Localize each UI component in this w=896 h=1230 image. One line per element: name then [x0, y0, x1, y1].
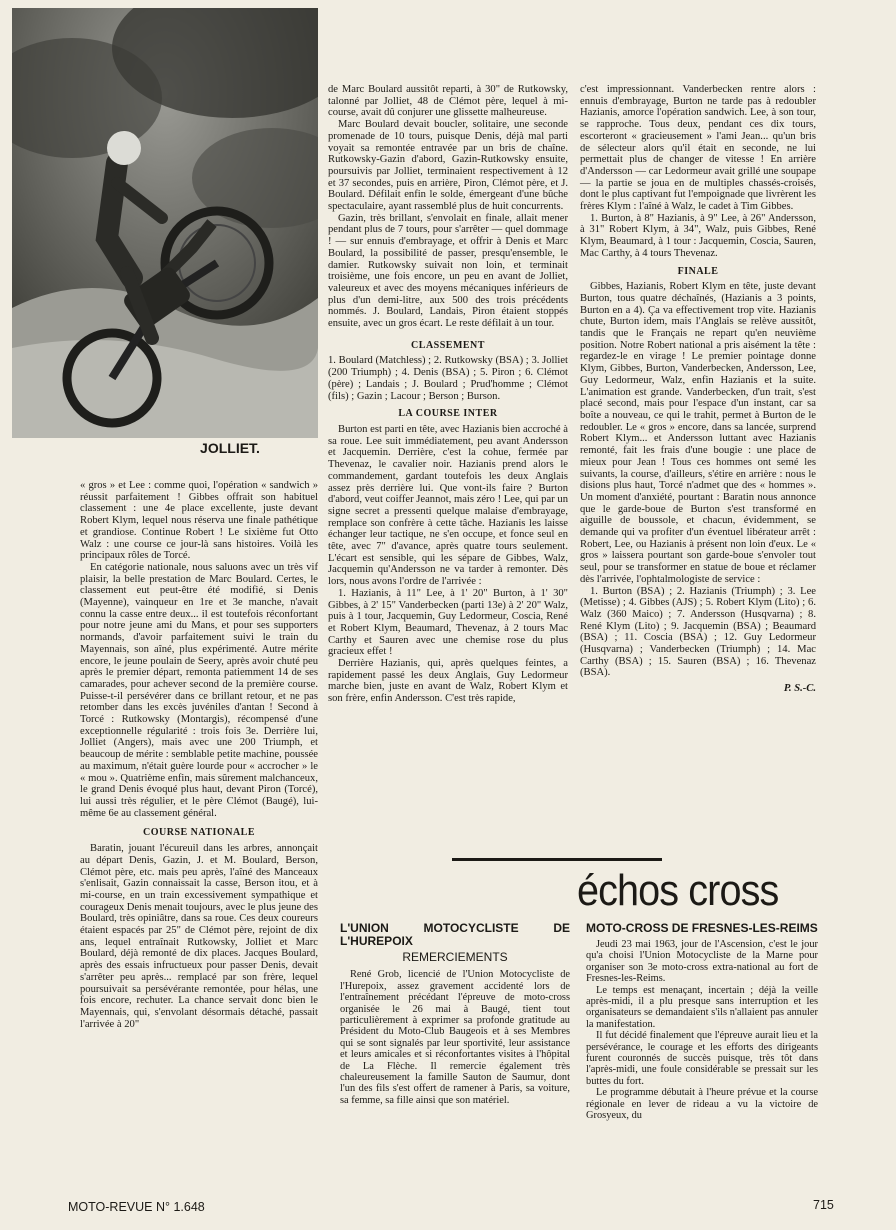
paragraph: Derrière Hazianis, qui, après quelques feintes, a rapidement passé les deux Anglais, Guy Ledormeur marche bien, juste en avant de Walz, Robert Klym et son frère, enfin Andersson. C'est très rapide,	[328, 658, 568, 705]
article-heading: L'UNION MOTOCYCLISTE DE L'HUREPOIX	[340, 921, 570, 948]
paragraph: Marc Boulard devait boucler, solitaire, une seconde promenade de 10 tours, puisque Denis, déjà mal parti voyait sa remontée entravée par un bris de chaîne. Rutkowsky-Gazin d'abord, Gazin-Rutkowsky ensuite, poursuivis par Jolliet, terminaient respectivement à 12 et 37 secondes, puis en arrière, Piron, Clémot père, et J. Boulard. Défilait enfin le solde, émergeant d'une bûche spectaculaire, ayant rassemblé plus de huit concurrents.	[328, 119, 568, 213]
magazine-issue: MOTO-REVUE N° 1.648	[68, 1200, 205, 1214]
column-2	[328, 84, 568, 705]
section-divider	[452, 858, 662, 861]
paragraph: Gibbes, Hazianis, Robert Klym en tête, juste devant Burton, tous quatre déchaînés, (Hazianis a 3 points, Burton en a 4). Ça va effectivement trop vite. Hazianis chute, Burton idem, mais l'Anglais se relève aussitôt, tandis que le Français ne repart qu'en neuvième position. Notre Robert national a pris aisément la tête : regardez-le en virage ! Le premier pointage donne Klym, Gibbes, Burton, Vanderbecken, Andersson, Lee, Guy Ledormeur, Walz, enfin Hazianis et la suite. L'animation est grande. Vanderbecken, d'un trait, s'est placé second, mais pour l'espace d'un instant, car sa boîte a nouveau, ce qui le trahit, permet à Burton de le redoubler. Le « gros » encore, dans sa lancée, surprend Robert Klym... et Andersson luttant avec Hazianis remonté, fait les frais d'une bougie : une place de mieux pour Jean ! Tous ces hommes ont semé les suivants, la course, d'ailleurs, s'étire en arrière : nous le disions plus haut, Torcé n'admet que des « hommes ». Un moment d'anxiété, pourtant : Baratin nous annonce que le garde-boue de Burton s'est transformé en aiguille de boussole, et chacun, évidemment, se demande qui va profiter d'un éventuel libérateur arrêt : Robert, Lee, ou Hazianis à présent non loin d'eux. Le « gros » laissera pourtant son garde-boue s'envoler tout seul, pour se transformer en statue de boue et réclamer dès l'arrivée, l'ophtalmologiste de service :	[580, 281, 816, 585]
paragraph: 1. Burton, à 8" Hazianis, à 9" Lee, à 26" Andersson, à 31" Robert Klym, à 34", Walz, puis Gibbes, René Klym, Beaumard, à 1 tour : Jacquemin, Coscia, Sauren, Mac Carthy, à 4 tours Thevenaz.	[580, 212, 816, 259]
paragraph: René Grob, licencié de l'Union Motocycliste de l'Hurepoix, assez gravement accidenté lors de l'entraînement précédant l'épreuve de moto-cross organisée le 26 mai à Baugé, tient tout particulièrement à exprimer sa profonde gratitude au Président du Moto-Club Baugeois et à ses Membres qui se sont signalés par leur sportivité, leur assistance et leurs amicales et si réconfortantes visites à l'hôpital de La Flèche. Il remercie également très chaleureusement la famille Sauton de Saumur, dont l'un des fils s'est offert de ramener à Paris, sa voiture, sa femme, sa fille ainsi que son matériel.	[340, 969, 570, 1106]
paragraph: « gros » et Lee : comme quoi, l'opération « sandwich » réussit parfaitement ! Gibbes offrait son habituel classement : une 4e place excellente, juste devant Robert Klym, lequel nous réserva une finale pathétique et grandiose. Continue Robert ! Le sixième fut Otto Walz : une course ce jour-là sans histoires. Voilà les principaux rôles de Torcé.	[80, 480, 318, 562]
section-heading: FINALE	[677, 265, 719, 277]
paragraph: Le programme débutait à l'heure prévue et la course régionale en lever de rideau a vu la victoire de Grosyeux, du	[586, 1087, 818, 1122]
paragraph: de Marc Boulard aussitôt reparti, à 30" de Rutkowsky, talonné par Jolliet, 48 de Clémot père, lequel à mi-course, avait dû conjurer une glissette malheureuse.	[328, 84, 568, 119]
page-number: 715	[813, 1198, 834, 1212]
column-3	[580, 84, 816, 695]
paragraph: Baratin, jouant l'écureuil dans les arbres, annonçait au départ Denis, Gazin, J. et M. Boulard, Berson, Clémot père, etc. mais peu après, l'aîné des Manceaux s'enlisait, Gazin connaissait la casse, Berson itou, et à mi-course, en un train excessivement sympathique et courageux Denis menait toujours, avec le plus jeune des Boulard, très opiniâtre, dans sa roue. Ces deux coureurs étaient espacés par 25" de Clémot père, rejoint de dix ans, lequel entraînait Rutkowsky, Jolliet et Marc Boulard, déjà remonté de dix places. Jacques Boulard, après des essais infructueux pour passer Denis, devait s'arrêter peu après... remplacé par son frère, lequel poursuivait sa persévérante remontée, pour hélas, une fois encore, rechuter. La chance servait donc bien le Mayennais, qui, s'envolant désormais détaché, passait l'arrivée à 20"	[80, 843, 318, 1030]
paragraph: Jeudi 23 mai 1963, jour de l'Ascension, c'est le jour qu'a choisi l'Union Motocycliste de la Marne pour organiser son 3e moto-cross extra-national au fort de Fresnes-les-Reims.	[586, 939, 818, 985]
results-list: 1. Boulard (Matchless) ; 2. Rutkowsky (BSA) ; 3. Jolliet (200 Triumph) ; 4. Denis (BSA) ; 5. Piron ; 6. Clémot (père) ; Landais ; J. Boulard ; Prud'homme ; Clémot (fils) ; Gazin ; Lacour ; Berson ; Burson.	[328, 355, 568, 402]
union-article	[340, 922, 570, 1106]
section-heading: COURSE NATIONALE	[143, 827, 255, 839]
rider-photo	[12, 8, 318, 438]
author-signature: P. S.-C.	[783, 683, 816, 695]
paragraph: 1. Hazianis, à 11" Lee, à 1' 20" Burton, à 1' 30" Gibbes, à 2' 15" Vanderbecken (parti 13e) à 2' 20" Walz, puis à 1 tour, Jacquemin, Guy Ledormeur, Coscia, René et Robert Klym, Beaumard, Thevenaz, à 2 tours Mac Carthy et Sauren avec une chemise rose du plus gracieux effet !	[328, 587, 568, 658]
paragraph: En catégorie nationale, nous saluons avec un très vif plaisir, la belle prestation de Marc Boulard. Certes, le classement eut peut-être été modifié, si Denis (Mayenne), vainqueur en 1re et 3e manche, n'avait connu la casse entre deux... il est toutefois réconfortant pour notre jeune ami du Mans, et pour ses supporters normands, d'avoir parfaitement suivi le train du Mayennais, son aîné, plus expérimenté. Autre mérite encore, le jeune poulain de Seery, après avoir chuté peu après le premier départ, remonta patiemment 14 de ses camarades, pour achever second de la première course. Puisse-t-il persévérer dans ce brillant retour, et ne pas retomber dans les excès juvéniles d'antan ! Second à Torcé : Rutkowsky (Montargis), récompensé d'une exceptionnelle régularité : trois fois 3e. Derrière lui, Jolliet (Angers), mais avec une 200 Triumph, et beaucoup de mérite : semblable petite machine, poussée au maximum, n'était guère lourde pour « accrocher » le « mou ». Quatrième enfin, mais sûrement malchanceux, le grand Denis évoqué plus haut, devant Piron (Torcé), lui aussi très régulier, et le père Clémot (Baugé), lui-même 6e au classement général.	[80, 561, 318, 819]
paragraph: Le temps est menaçant, incertain ; déjà la veille après-midi, il a plu presque sans interruption et les organisateurs se demandaient s'ils n'allaient pas annuler la manifestation.	[586, 984, 818, 1030]
paragraph: Il fut décidé finalement que l'épreuve aurait lieu et la persévérance, le courage et les efforts des dirigeants furent couronnés de succès puisque, très tôt dans l'après-midi, une foule considérable se pressait sur les buttes du fort.	[586, 1030, 818, 1087]
motocross-rider-illustration	[12, 8, 318, 438]
section-heading: LA COURSE INTER	[398, 408, 498, 420]
article-subheading: REMERCIEMENTS	[402, 950, 508, 964]
article-heading: MOTO-CROSS DE FRESNES-LES-REIMS	[586, 921, 818, 935]
paragraph: Burton est parti en tête, avec Hazianis bien accroché à sa roue. Lee suit immédiatement, peu avant Andersson et Jacquemin. Derrière, c'est la cohue, fermée par Thevenaz, le cavalier noir. Hazianis prend alors le commandement, gardant toutefois les deux Anglais assez près derrière lui. Que vont-ils faire ? Burton d'abord, veut coiffer Jeannot, mais zéro ! Lee, qui par un signe secret a pressenti quelque malaise d'embrayage, remplace son confrère à cette tâche. Hazianis les laisse échanger leur tactique, ne s'en occupe, et fonce seul en tête, avec 7" d'avance, après quatre tours seulement. L'écart est sensible, qui les sépare de Gibbes, Walz, Jacquemin qu'Andersson ne va tarder à remonter. Dès lors, nous avons l'ordre de l'arrivée :	[328, 423, 568, 588]
echos-title: échos cross	[577, 866, 779, 915]
paragraph: Gazin, très brillant, s'envolait en finale, allait mener pendant plus de 7 tours, pour s'arrêter — quel dommage ! — sur ennuis d'embrayage, et offrir à Denis et Marc Boulard, la possibilité de passer, presqu'ensemble, le damier. Rutkowsky suivait non loin, et terminait troisième, une fois encore, un peu en avant de Jolliet, valeureux et avec des moyens mécaniques inférieurs de plus d'un demi-litre, aux 500 des trois précédents nommés. J. Boulard, Landais, Piron étaient stoppés ensuite, avec un gros écart. Le reste défilait à un tour.	[328, 212, 568, 330]
paragraph: c'est impressionnant. Vanderbecken rentre alors : ennuis d'embrayage, Burton ne tarde pas à redoubler Hazianis, amorce l'opération sandwich. Lee, à son tour, se rapproche. Tous deux, pendant ces dix tours, escorteront « gracieusement » l'ami Jean... qu'un bris de sélecteur alors qu'il était en seconde, ne lui permettait plus de changer de vitesse ! En arrière d'Andersson — car Ledormeur avait grillé une soupape — la partie se joua en de multiples chassés-croisés, dont le plus captivant fut l'empoignade que livrèrent les frères Klym : l'aîné à Walz, le cadet à Tim Gibbes.	[580, 84, 816, 213]
photo-caption: JOLLIET.	[200, 440, 260, 456]
paragraph: 1. Burton (BSA) ; 2. Hazianis (Triumph) ; 3. Lee (Metisse) ; 4. Gibbes (AJS) ; 5. Robert Klym (Lito) ; 6. Walz (360 Maico) ; 7. Andersson (Husqvarna) ; 8. René Klym (Lito) ; 9. Jacquemin (BSA) ; Beaumard (BSA) ; 11. Coscia (BSA) ; 12. Guy Ledormeur (Husqvarna) ; Vanderbecken (Triumph) ; 14. Mac Carthy (BSA) ; 15. Sauren (BSA) ; 16. Thevenaz (BSA).	[580, 585, 816, 679]
section-heading: CLASSEMENT	[411, 339, 485, 351]
column-1	[80, 480, 318, 1030]
fresnes-article	[586, 922, 818, 1122]
